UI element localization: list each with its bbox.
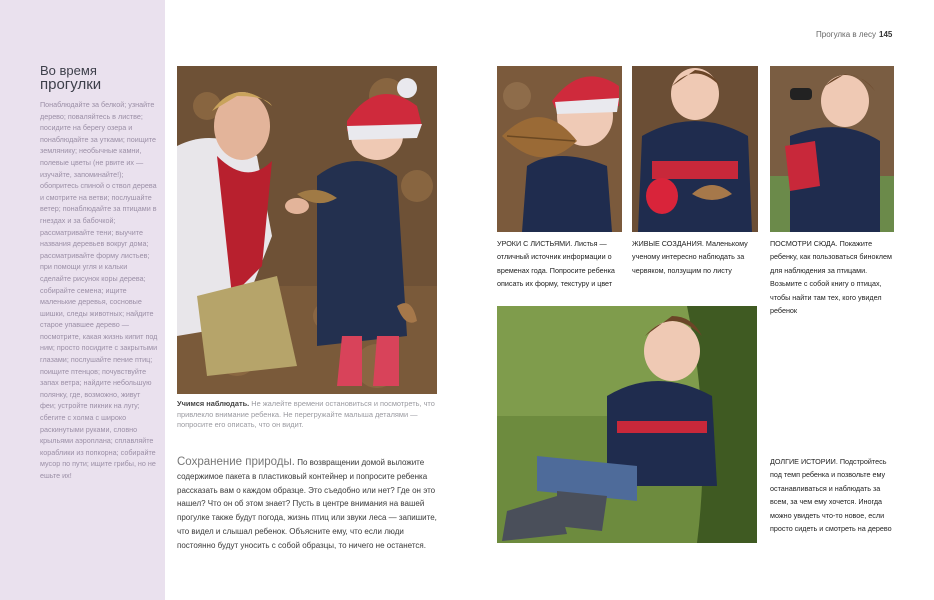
boy-with-worm-photo <box>632 66 758 232</box>
mother-child-leaf-photo <box>177 66 437 394</box>
running-title: Прогулка в лесу <box>816 30 876 39</box>
caption-creatures-lead: ЖИВЫЕ СОЗДАНИЯ. <box>632 239 704 248</box>
boy-by-tree-photo <box>497 306 757 543</box>
caption-leaves-text: Листья — отличный источник информации о временах года. Попросите ребенка описать их форму, текстуру и цвет <box>497 239 615 289</box>
main-caption-lead: Учимся наблюдать. <box>177 399 250 408</box>
caption-look-here <box>770 237 896 317</box>
conservation-section <box>177 456 439 553</box>
sidebar-title <box>40 64 101 92</box>
child-with-leaf-photo <box>497 66 622 232</box>
caption-creatures-text: Маленькому ученому интересно наблюдать за червяком, ползущим по листу <box>632 239 748 275</box>
main-caption-text: Не жалейте времени остановиться и посмотреть, что привлекло внимание ребенка. Не перегружайте малыша деталями — попросите его описать, что он видит. <box>177 399 435 429</box>
sidebar-title-line1: Во время <box>40 63 97 78</box>
running-header <box>816 30 892 39</box>
sidebar-panel <box>0 0 165 600</box>
conservation-heading: Сохранение природы. <box>177 456 295 468</box>
caption-leaves-lead: УРОКИ С ЛИСТЬЯМИ. <box>497 239 573 248</box>
caption-creatures <box>632 237 760 277</box>
page-number: 145 <box>879 30 893 39</box>
caption-long-stories-text: Подстройтесь под темп ребенка и позвольте ему останавливаться и наблюдать за всем, за чем ему хочется. Иногда можно увидеть что-то новое, если просто сидеть и смотреть на дерево <box>770 457 892 534</box>
conservation-text: По возвращении домой выложите содержимое пакета в пластиковый контейнер и попросите ребенка рассказать вам о каждом образце. Это съедобно или нет? Где он это нашел? Что он об этом знает? Пусть в центре внимания на вашей прогулке также будут погода, жизнь птиц или звуки леса — запишите, что видел и слышал ребенок. Объясните ему, что если люди постоянно будут уносить с собой образцы, то ничего не останется. <box>177 458 437 550</box>
main-photo-caption <box>177 399 439 431</box>
boy-with-binoculars-photo <box>770 66 894 232</box>
caption-leaves <box>497 237 627 291</box>
sidebar-title-line2: прогулки <box>40 76 102 93</box>
sidebar-text: Понаблюдайте за белкой; узнайте дерево; поваляйтесь в листве; посидите на берегу озера и понаблюдайте за утками; поищите землянику; необычные камни, полевые цветы (не рвите их — изучайте, запоминайте!); обопритесь спиной о ствол дерева и смотрите на ветви; послушайте ветер; понаблюдайте за птицами в гнездах и за бабочкой; рассматривайте тени; выучите названия деревьев вокруг дома; рассматривайте форму листьев; при помощи угля и кальки сделайте рисунок коры дерева; собирайте семена; ищите маленькие деревья, сосновые шишки, следы животных; найдите старое упавшее дерево — посмотрите, какая жизнь кипит под ним; просто посидите с закрытыми глазами; послушайте пение птиц; поищите птенцов; почувствуйте запах ветра; найдите небольшую полянку, где, возможно, живут феи; устройте пикник на лугу; сбегите с холма с широко раскинутыми руками, словно крыльями аэроплана; сплавляйте кораблики из попкорна; собирайте мусор по пути; ищите грибы, но не ешьте их! <box>40 100 158 480</box>
caption-long-stories <box>770 455 894 535</box>
caption-look-here-text: Покажите ребенку, как пользоваться биноклем для наблюдения за птицами. Возьмите с собой книгу о птицах, чтобы найти там тех, кого увидел ребенок <box>770 239 892 316</box>
caption-long-stories-lead: ДОЛГИЕ ИСТОРИИ. <box>770 457 838 466</box>
caption-look-here-lead: ПОСМОТРИ СЮДА. <box>770 239 838 248</box>
